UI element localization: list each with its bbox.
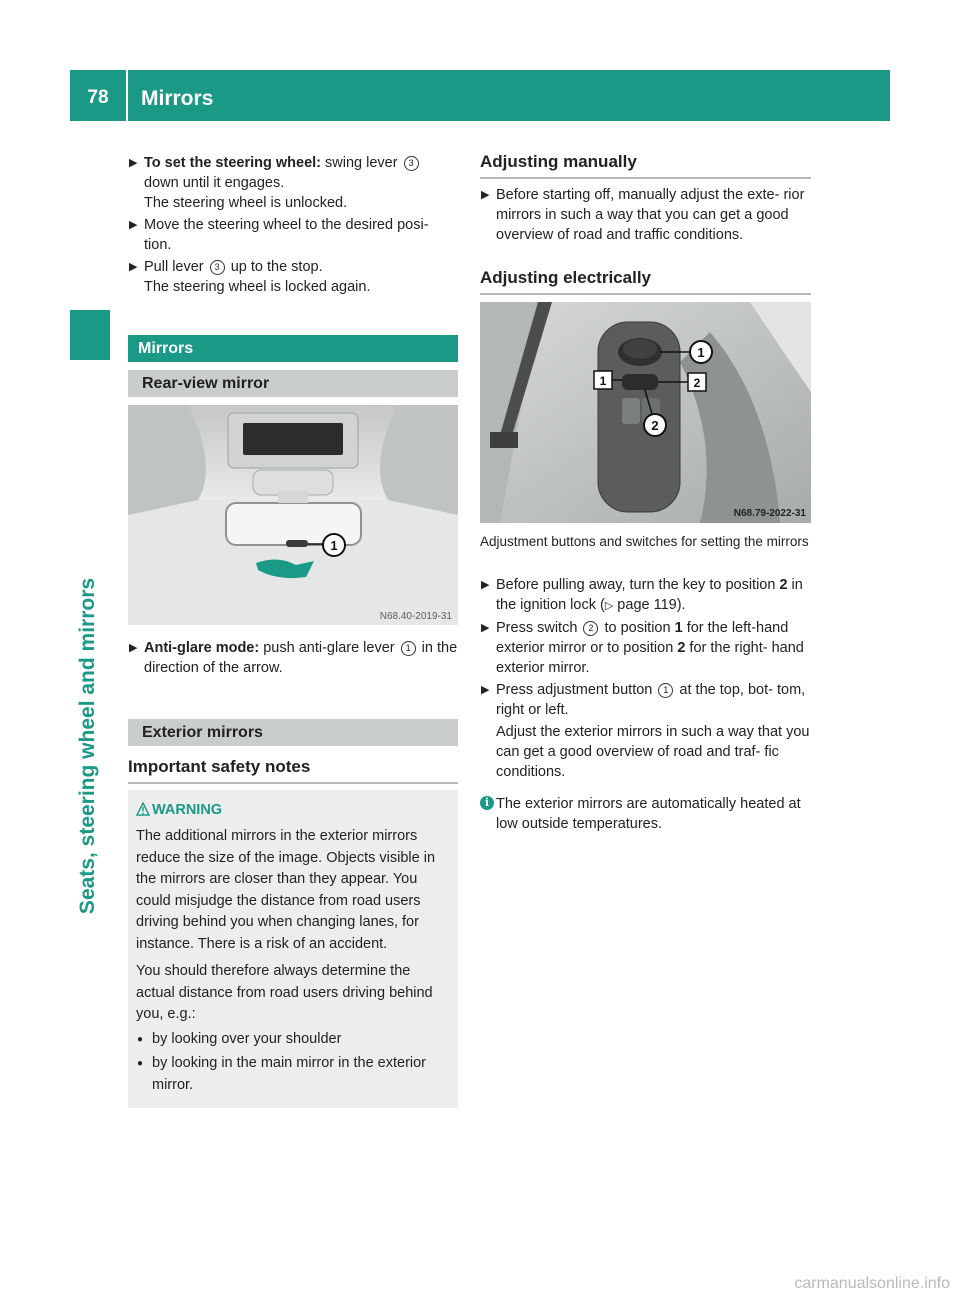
warning-text: The additional mirrors in the exterior mirrors reduce the size of the image. Objects visible in the mirrors are closer than they appear. You could misjudge the distance from road users driving behind you when changing lanes, for instance. There is a risk of an accident. [136, 828, 436, 952]
instruction-step: ▶ Press switch 2 to position 1 for the left-hand exterior mirror or to position 2 for the right- hand exterior mirror. [481, 620, 804, 676]
anti-glare-instruction [128, 638, 458, 680]
callout-1-icon: 1 [658, 683, 673, 698]
instruction-step: ▶ To set the steering wheel: swing lever 3 down until it engages. The steering wheel is unlocked. [128, 153, 458, 213]
subsection-heading-rear-view: Rear-view mirror [128, 370, 458, 397]
position-1-label: 1 [599, 374, 607, 388]
callout-2-label: 2 [651, 418, 659, 433]
heading-adjusting-manually: Adjusting manually [480, 151, 811, 179]
step-arrow-icon: ▶ [481, 579, 490, 591]
step-arrow-icon: ▶ [481, 684, 490, 696]
instruction-step: ▶ Pull lever 3 up to the stop. The steering wheel is locked again. [129, 259, 371, 295]
callout-1-label: 1 [697, 345, 705, 360]
instruction-step: ▶ Press adjustment button 1 at the top, bot- tom, right or left. Adjust the exterior mirrors in such a way that you can get a good overview of road and traf- fic conditions. [481, 682, 810, 780]
step-arrow-icon: ▶ [481, 189, 490, 201]
mirror-switch-illustration [480, 302, 811, 523]
chapter-marker [70, 310, 110, 360]
callout-1-label: 1 [330, 538, 338, 553]
callout-3-icon: 3 [210, 260, 225, 275]
step-result: Adjust the exterior mirrors in such a way that you can get a good overview of road and traf- fic conditions. [496, 724, 810, 780]
step-arrow-icon: ▶ [129, 642, 138, 654]
list-item: ● by looking in the main mirror in the exterior mirror. [137, 1055, 427, 1093]
instruction-step: ▶ Move the steering wheel to the desired posi- tion. [129, 217, 429, 253]
page-number: 78 [87, 87, 109, 108]
rear-view-mirror-illustration [128, 405, 458, 625]
warning-box [128, 790, 458, 1108]
electric-instructions [480, 575, 811, 834]
instruction-step: ▶ Anti-glare mode: push anti-glare lever 1 in the direction of the arrow. [129, 640, 458, 676]
page-reference-icon: ▷ [604, 600, 614, 612]
position-2-label: 2 [693, 376, 701, 390]
steering-instructions [128, 153, 458, 299]
image-caption: Adjustment buttons and switches for setting the mirrors [480, 534, 809, 549]
warning-triangle-icon [136, 802, 150, 816]
section-heading-mirrors: Mirrors [128, 335, 458, 362]
step-arrow-icon: ▶ [481, 622, 490, 634]
instruction-step: ▶ Before starting off, manually adjust the exte- rior mirrors in such a way that you can get a good overview of road and traffic conditions. [481, 187, 805, 243]
step-arrow-icon: ▶ [129, 261, 138, 273]
image-code: N68.79-2022-31 [733, 508, 806, 519]
page-title: Mirrors [141, 87, 214, 110]
step-result: The steering wheel is unlocked. [144, 195, 348, 211]
chapter-title: Seats, steering wheel and mirrors [76, 577, 99, 915]
instruction-step: ▶ Before pulling away, turn the key to position 2 in the ignition lock (▷ page 119). [481, 577, 803, 613]
callout-3-icon: 3 [404, 156, 419, 171]
heading-adjusting-electrically: Adjusting electrically [480, 267, 811, 295]
callout-2-icon: 2 [583, 621, 598, 636]
step-arrow-icon: ▶ [129, 157, 138, 169]
manual-instructions [480, 185, 811, 247]
heading-safety-notes: Important safety notes [128, 756, 458, 784]
info-icon: i [480, 796, 494, 810]
step-arrow-icon: ▶ [129, 219, 138, 231]
callout-1-icon: 1 [401, 641, 416, 656]
anti-glare-lever [286, 540, 308, 547]
header-divider [126, 70, 128, 121]
watermark: carmanualsonline.info [794, 1275, 950, 1292]
subsection-heading-exterior: Exterior mirrors [128, 719, 458, 746]
image-code: N68.40-2019-31 [379, 611, 452, 622]
list-item: ● by looking over your shoulder [137, 1030, 342, 1047]
step-result: The steering wheel is locked again. [144, 279, 371, 295]
warning-title: WARNING [152, 802, 223, 818]
info-note: i The exterior mirrors are automatically heated at low outside temperatures. [480, 794, 811, 834]
warning-text: You should therefore always determine the actual distance from road users driving behind you, e.g.: [136, 963, 433, 1022]
